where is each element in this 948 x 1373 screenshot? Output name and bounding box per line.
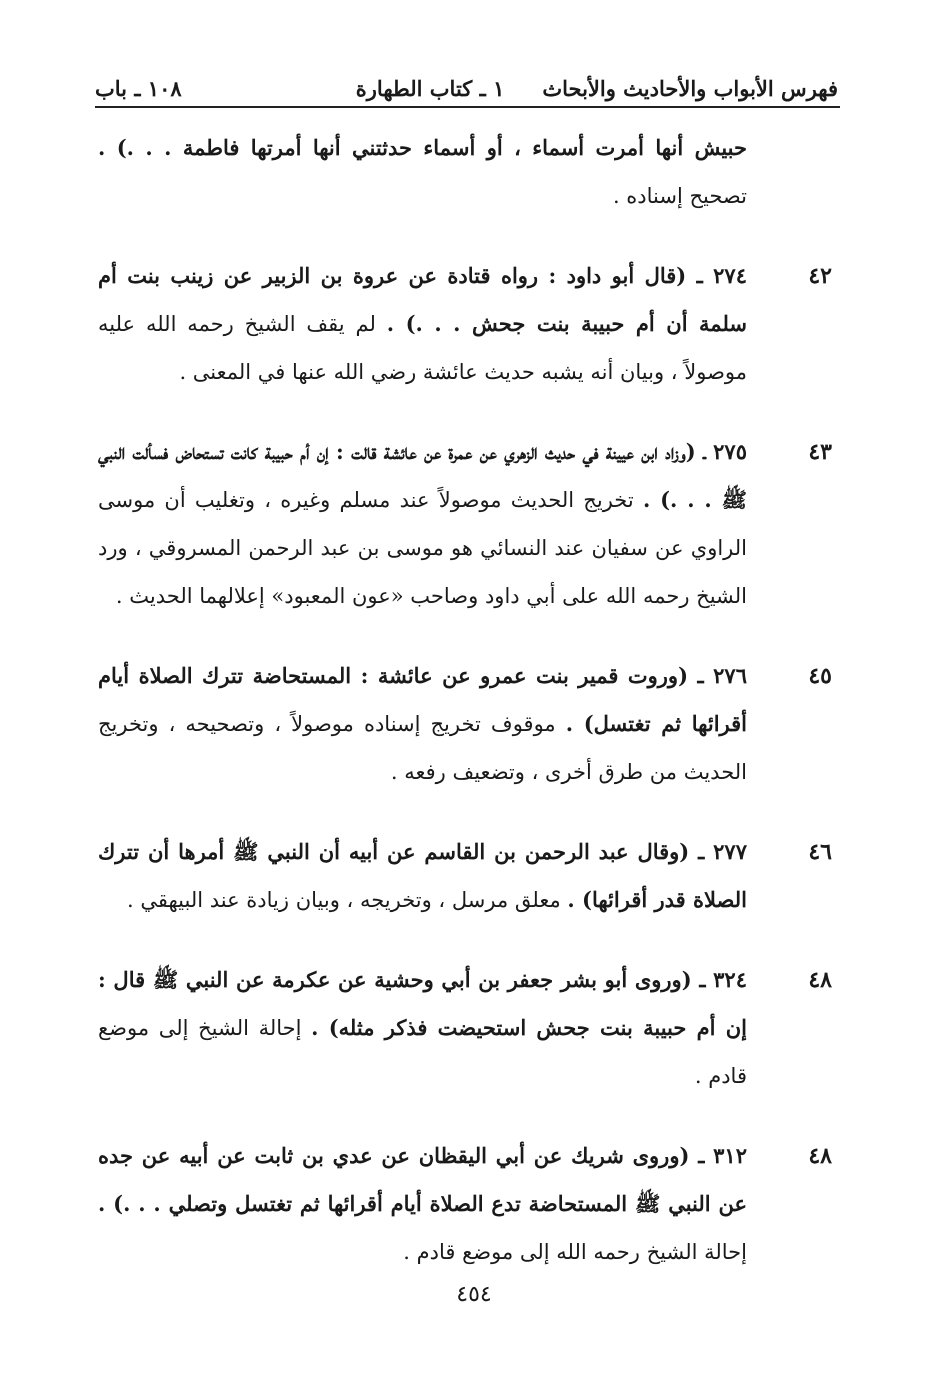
- entry-note: إحالة الشيخ إلى موضع قادم .: [98, 1016, 747, 1088]
- entry-quote: ٢٧٦ ـ (وروت قمير بنت عمرو عن عائشة : المستحاضة تترك الصلاة أيام أقرائها ثم تغتسل) .: [98, 663, 747, 736]
- index-entry: [98, 428, 840, 620]
- entry-page-ref: ٤٨: [808, 967, 832, 993]
- header-titles: [356, 76, 838, 101]
- entry-text: [98, 1132, 747, 1276]
- index-entry: [98, 652, 840, 796]
- running-header: [95, 70, 838, 110]
- header-divider: [95, 106, 840, 108]
- entry-note: موقوف تخريج إسناده موصولاً ، وتصحيحه ، وتخريج الحديث من طرق أخرى ، وتضعيف رفعه .: [98, 712, 747, 784]
- index-entry: [98, 124, 840, 220]
- entry-note: معلق مرسل ، وتخريجه ، وبيان زيادة عند البيهقي .: [126, 888, 568, 912]
- index-entry: [98, 1132, 840, 1276]
- entry-quote: ٢٧٥ ـ (وزاد ابن عيينة في حديث الزهري عن عمرة عن عائشة قالت : إن أم حبيبة كانت تستحاض فسألت النبي ﷺ . . .) .: [98, 439, 747, 512]
- header-book-index: فهرس الأبواب والأحاديث والأبحاث: [542, 76, 838, 101]
- entry-quote: ٣١٢ ـ (وروى شريك عن أبي اليقظان عن عدي بن ثابت عن أبيه عن جده عن النبي ﷺ المستحاضة تدع الصلاة أيام أقرائها ثم تغتسل وتصلي . . .) .: [98, 1143, 747, 1216]
- entry-text: [98, 828, 747, 924]
- index-entry: [98, 956, 840, 1100]
- entry-quote: ٢٧٤ ـ (قال أبو داود : رواه قتادة عن عروة بن الزبير عن زينب بنت أم سلمة أن أم حبيبة بنت جحش . . .) .: [98, 263, 747, 336]
- entry-text: [98, 428, 747, 620]
- entry-text: [98, 124, 747, 220]
- entry-note: لم يقف الشيخ رحمه الله عليه موصولاً ، وبيان أنه يشبه حديث عائشة رضي الله عنها في المعنى .: [98, 312, 747, 384]
- entry-page-ref: ٤٥: [808, 663, 832, 689]
- header-chapter: ١٠٨ ـ باب: [95, 76, 182, 101]
- entry-text: [98, 652, 747, 796]
- entry-page-ref: ٤٦: [808, 839, 832, 865]
- page-number: ٤٥٤: [456, 1282, 492, 1307]
- entry-page-ref: ٤٨: [808, 1143, 832, 1169]
- entry-text: [98, 252, 747, 396]
- index-entries: [98, 124, 840, 1308]
- entry-page-ref: ٤٢: [808, 263, 832, 289]
- entry-note: إحالة الشيخ رحمه الله إلى موضع قادم .: [403, 1240, 747, 1264]
- index-entry: [98, 252, 840, 396]
- entry-note: تخريج الحديث موصولاً عند مسلم وغيره ، وتغليب أن موسى الراوي عن سفيان عند النسائي هو موسى بن عبد الرحمن المسروقي ، ورد الشيخ رحمه الله على أبي داود وصاحب «عون المعبود» إعلالهما الحديث .: [98, 488, 747, 608]
- entry-page-ref: ٤٣: [808, 439, 832, 465]
- entry-quote: ٢٧٧ ـ (وقال عبد الرحمن بن القاسم عن أبيه أن النبي ﷺ أمرها أن تترك الصلاة قدر أقرائها) .: [98, 839, 747, 912]
- entry-note: تصحيح إسناده .: [612, 184, 747, 208]
- entry-quote: حبيش أنها أمرت أسماء ، أو أسماء حدثتني أنها أمرتها فاطمة . . .) .: [98, 135, 747, 160]
- index-entry: [98, 828, 840, 924]
- header-book-section: ١ ـ كتاب الطهارة: [355, 76, 505, 101]
- entry-quote: ٣٢٤ ـ (وروى أبو بشر جعفر بن أبي وحشية عن عكرمة عن النبي ﷺ قال : إن أم حبيبة بنت جحش استحيضت فذكر مثله) .: [98, 967, 747, 1040]
- entry-text: [98, 956, 747, 1100]
